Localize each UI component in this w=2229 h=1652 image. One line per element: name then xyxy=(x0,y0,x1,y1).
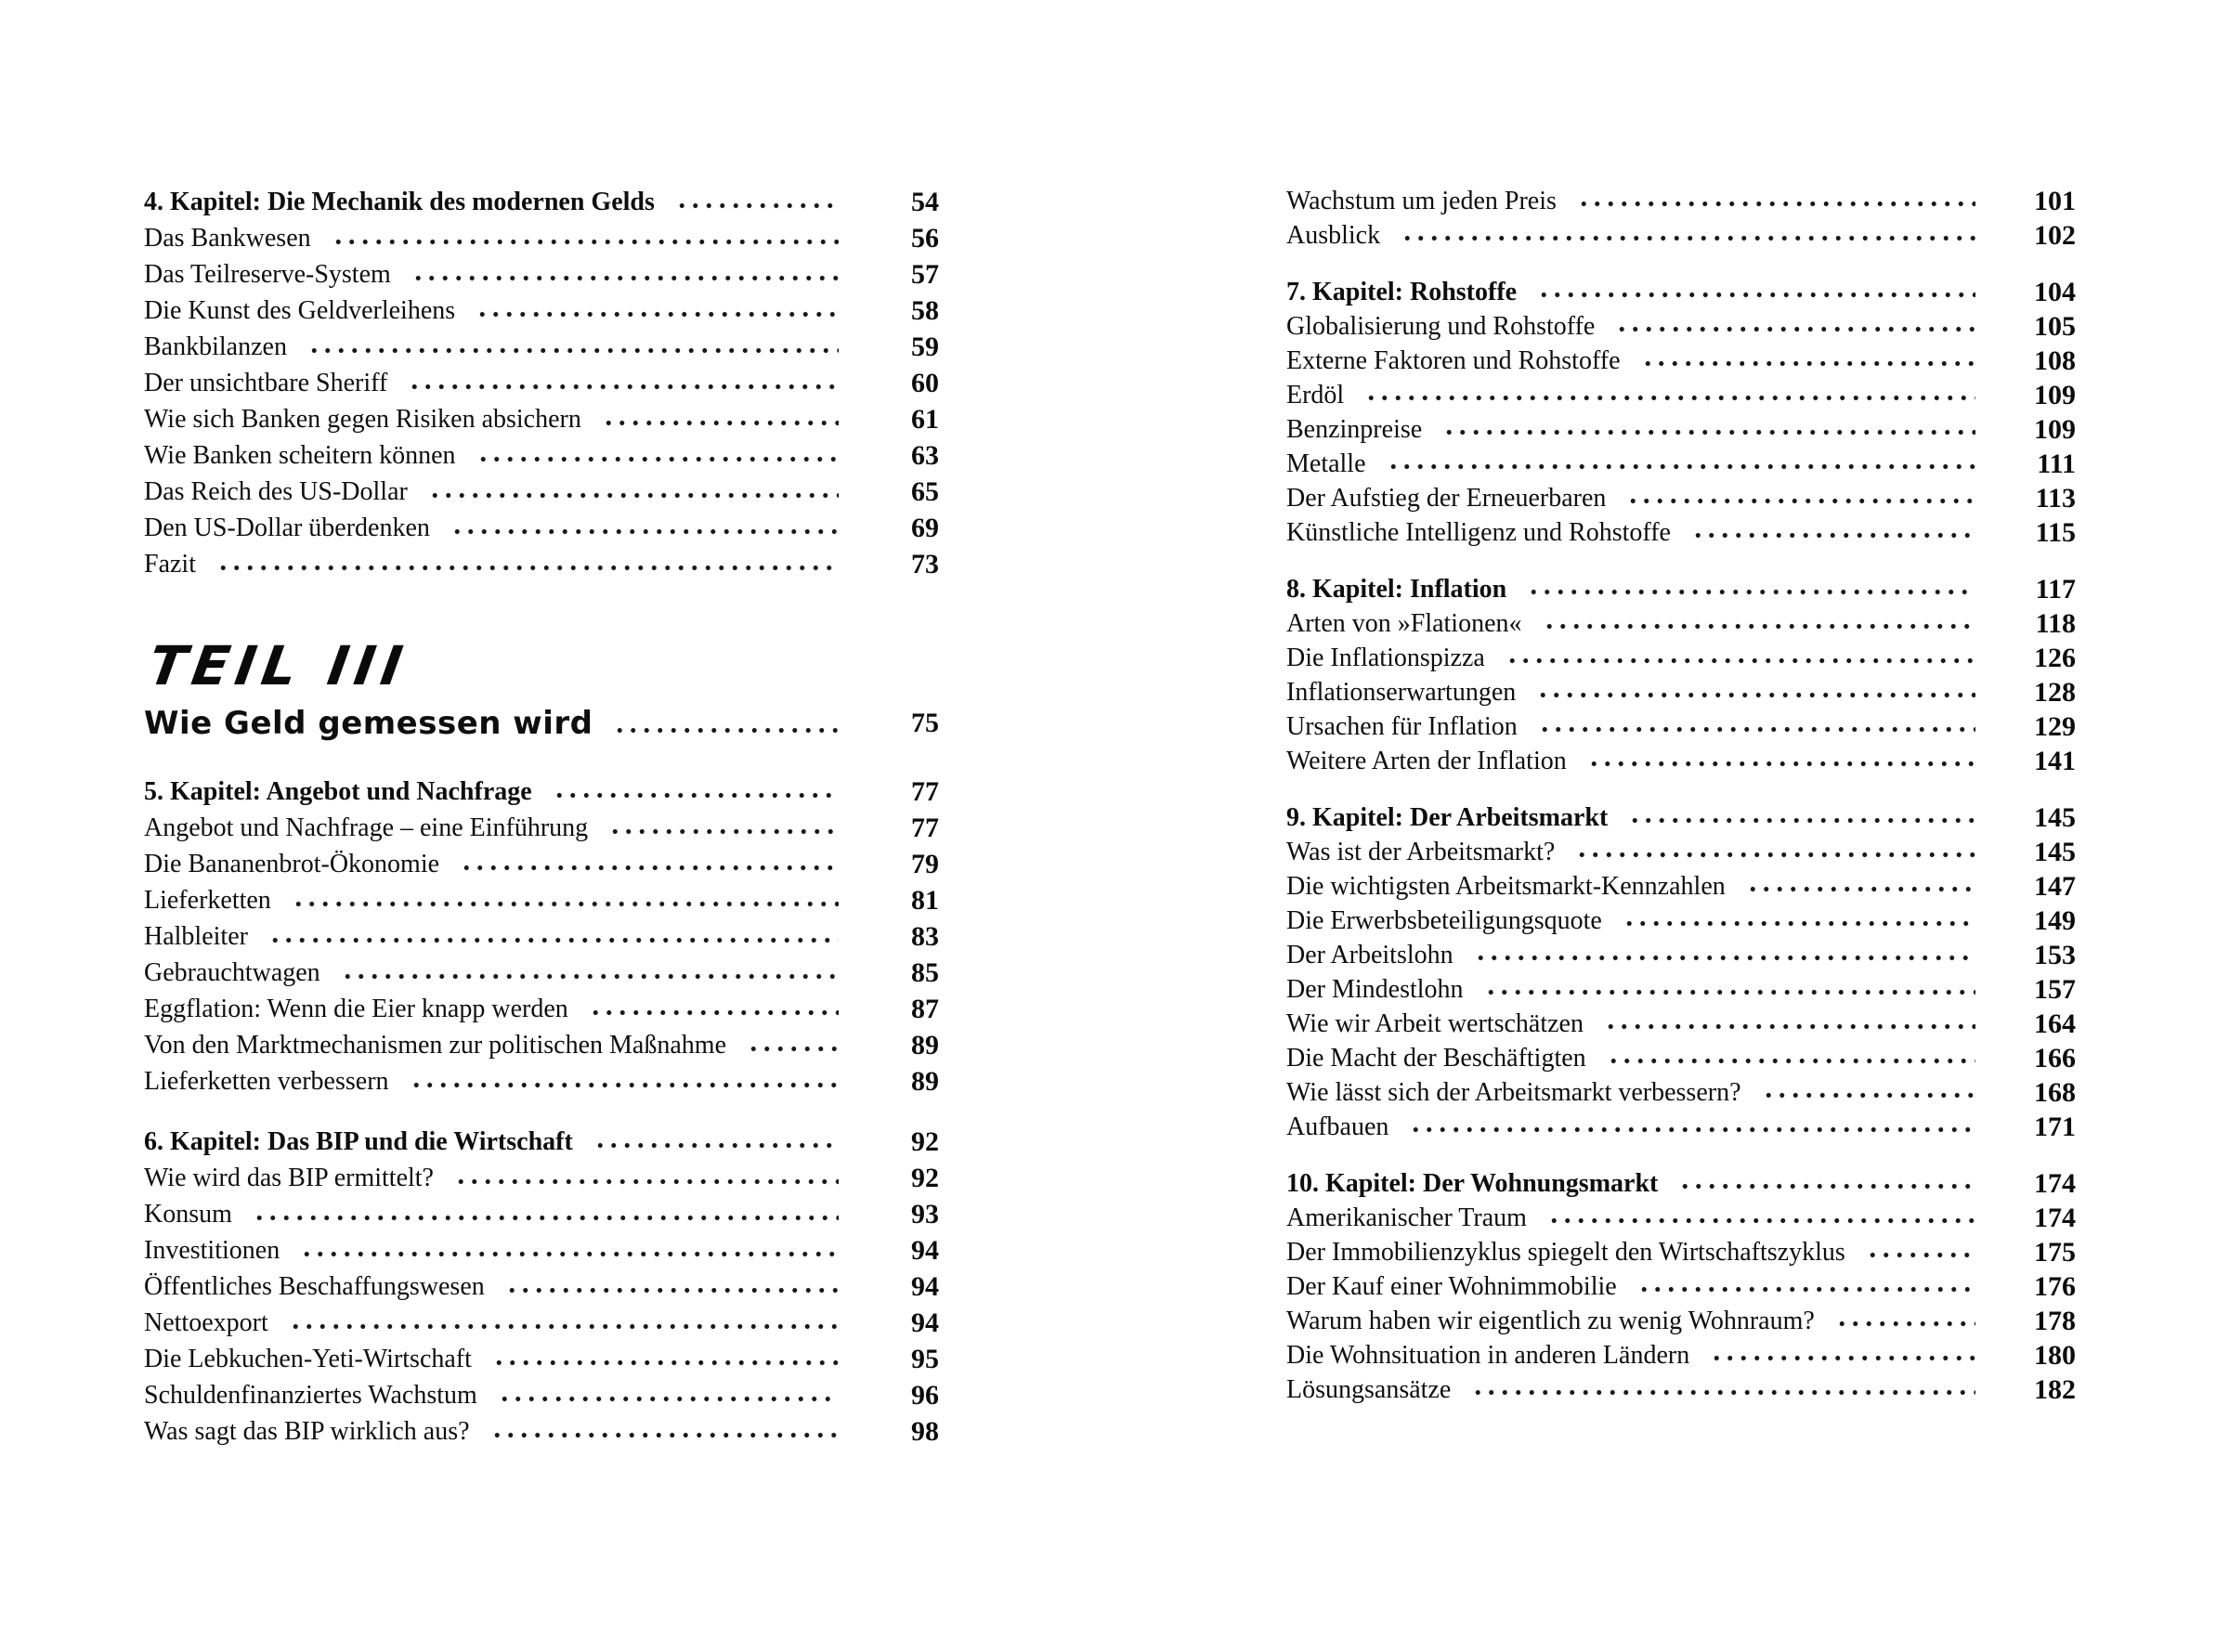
toc-entry-label: Die Lebkuchen-Yeti-Wirtschaft xyxy=(144,1345,472,1373)
dot-leader xyxy=(602,401,839,437)
toc-entry-row xyxy=(1286,1041,2076,1075)
page-number: 128 xyxy=(2034,677,2076,708)
dot-leader xyxy=(476,437,839,474)
dot-leader xyxy=(1547,1201,1975,1235)
toc-entry-label: Angebot und Nachfrage – eine Einführung xyxy=(144,813,589,842)
page-number: 104 xyxy=(2034,277,2076,307)
dot-leader xyxy=(1628,800,1975,835)
toc-entry-row xyxy=(1286,1338,2076,1372)
page-number: 92 xyxy=(911,1126,939,1157)
toc-chapter-row xyxy=(1286,275,2076,309)
toc-entry-label: Erdöl xyxy=(1286,381,1345,410)
dot-leader xyxy=(1575,835,1975,869)
dot-leader xyxy=(1626,481,1975,515)
page-number: 115 xyxy=(2035,517,2076,548)
page-number: 180 xyxy=(2034,1340,2076,1371)
page-number: 147 xyxy=(2034,871,2076,902)
dot-leader xyxy=(1866,1235,1975,1269)
part-heading-script: TEIL III xyxy=(144,634,413,697)
dot-leader xyxy=(307,329,839,365)
toc-entry-label: Die Erwerbsbeteiligungsquote xyxy=(1286,906,1602,935)
dot-leader xyxy=(1623,904,1975,938)
toc-entry-label: 9. Kapitel: Der Arbeitsmarkt xyxy=(1286,803,1609,832)
toc-chapter-row xyxy=(144,1124,939,1160)
toc-entry-row xyxy=(1286,1075,2076,1110)
toc-entry-label: Halbleiter xyxy=(144,922,248,951)
page-number: 174 xyxy=(2034,1203,2076,1233)
toc-entry-row xyxy=(144,918,939,955)
page-number: 171 xyxy=(2034,1112,2076,1142)
dot-leader xyxy=(1615,309,1975,344)
toc-entry-label: 5. Kapitel: Angebot und Nachfrage xyxy=(144,777,532,806)
part-title-row xyxy=(144,701,939,749)
toc-entry-row xyxy=(144,220,939,256)
toc-entry-label: Gebrauchtwagen xyxy=(144,958,320,987)
toc-entry-row xyxy=(144,1232,939,1268)
page-number: 69 xyxy=(911,513,939,543)
toc-entry-row xyxy=(144,1305,939,1341)
toc-entry-row xyxy=(1286,938,2076,972)
toc-entry-row xyxy=(144,846,939,882)
page-number: 94 xyxy=(911,1235,939,1266)
dot-leader xyxy=(1637,1269,1975,1304)
toc-entry-row xyxy=(144,991,939,1027)
toc-entry-label: Der Mindestlohn xyxy=(1286,975,1464,1004)
dot-leader xyxy=(428,474,839,510)
toc-entry-row xyxy=(1286,344,2076,378)
dot-leader xyxy=(460,846,839,882)
page-number: 117 xyxy=(2035,574,2076,605)
toc-entry-label: Das Bankwesen xyxy=(144,224,311,253)
toc-entry-row xyxy=(1286,1269,2076,1304)
page-number: 178 xyxy=(2034,1306,2076,1336)
dot-leader xyxy=(1641,344,1975,378)
dot-leader xyxy=(476,293,839,329)
dot-leader xyxy=(593,1124,839,1160)
toc-entry-label: Was sagt das BIP wirklich aus? xyxy=(144,1417,470,1446)
toc-entry-row xyxy=(1286,1304,2076,1338)
toc-entry-label: Bankbilanzen xyxy=(144,332,287,361)
dot-leader xyxy=(747,1027,839,1063)
toc-entry-label: Die Wohnsituation in anderen Ländern xyxy=(1286,1341,1690,1370)
dot-leader xyxy=(1364,378,1975,412)
dot-leader xyxy=(1604,1007,1975,1041)
toc-entry-row xyxy=(144,1063,939,1099)
toc-entry-row xyxy=(144,1196,939,1232)
dot-leader xyxy=(1691,515,1975,550)
dot-leader xyxy=(1537,275,1975,309)
toc-entry-row xyxy=(144,1268,939,1305)
toc-entry-label: Arten von »Flationen« xyxy=(1286,609,1522,638)
toc-chapter-row xyxy=(144,184,939,220)
toc-entry-label: Den US-Dollar überdenken xyxy=(144,514,430,542)
dot-leader xyxy=(608,810,839,846)
dot-leader xyxy=(589,991,839,1027)
page-number: 59 xyxy=(911,332,939,362)
toc-entry-label: Eggflation: Wenn die Eier knapp werden xyxy=(144,995,568,1023)
toc-entry-row xyxy=(144,256,939,293)
toc-entry-row xyxy=(1286,447,2076,481)
toc-chapter-row xyxy=(1286,800,2076,835)
toc-entry-row xyxy=(1286,412,2076,447)
toc-entry-label: Das Reich des US-Dollar xyxy=(144,477,408,506)
toc-entry-row xyxy=(1286,904,2076,938)
toc-entry-row xyxy=(1286,1372,2076,1407)
dot-leader xyxy=(341,955,839,991)
page-number: 61 xyxy=(911,404,939,435)
toc-entry-label: Metalle xyxy=(1286,449,1366,478)
toc-entry-row xyxy=(144,510,939,546)
toc-entry-label: 10. Kapitel: Der Wohnungsmarkt xyxy=(1286,1169,1659,1198)
toc-entry-label: Öffentliches Beschaffungswesen xyxy=(144,1272,485,1301)
page-number: 77 xyxy=(911,776,939,807)
toc-entry-label: Der Aufstieg der Erneuerbaren xyxy=(1286,484,1607,513)
page-number: 113 xyxy=(2035,483,2076,514)
page-number: 94 xyxy=(911,1271,939,1302)
toc-entry-row xyxy=(144,365,939,401)
toc-entry-label: Schuldenfinanziertes Wachstum xyxy=(144,1381,477,1410)
dot-leader xyxy=(408,365,839,401)
toc-entry-label: Globalisierung und Rohstoffe xyxy=(1286,312,1596,341)
toc-entry-label: Wie lässt sich der Arbeitsmarkt verbessern? xyxy=(1286,1078,1741,1107)
toc-entry-row xyxy=(144,1377,939,1413)
page-number: 101 xyxy=(2034,186,2076,216)
toc-entry-row xyxy=(144,1027,939,1063)
toc-entry-row xyxy=(144,1160,939,1196)
toc-entry-label: Was ist der Arbeitsmarkt? xyxy=(1286,838,1556,866)
toc-entry-label: Investitionen xyxy=(144,1236,280,1265)
page-number: 60 xyxy=(911,368,939,398)
page-number: 129 xyxy=(2034,711,2076,742)
page-number: 174 xyxy=(2034,1168,2076,1199)
toc-entry-label: Wie wird das BIP ermittelt? xyxy=(144,1164,434,1192)
page-number: 63 xyxy=(911,440,939,471)
toc-entry-label: Die Macht der Beschäftigten xyxy=(1286,1044,1586,1073)
page-number: 98 xyxy=(911,1416,939,1447)
page-number: 87 xyxy=(911,994,939,1024)
toc-entry-label: Inflationserwartungen xyxy=(1286,678,1517,707)
toc-entry-label: Künstliche Intelligenz und Rohstoffe xyxy=(1286,518,1671,547)
toc-chapter-row xyxy=(144,774,939,810)
toc-entry-label: Warum haben wir eigentlich zu wenig Wohnraum? xyxy=(1286,1307,1815,1335)
part-divider xyxy=(144,632,939,749)
toc-entry-label: Benzinpreise xyxy=(1286,415,1423,444)
dot-leader xyxy=(450,510,839,546)
toc-entry-label: Ursachen für Inflation xyxy=(1286,712,1518,741)
toc-entry-row xyxy=(1286,1201,2076,1235)
dot-leader xyxy=(1746,869,1975,904)
dot-leader xyxy=(1484,972,1975,1007)
page-number: 56 xyxy=(911,223,939,254)
toc-entry-label: Lieferketten verbessern xyxy=(144,1067,389,1096)
dot-leader xyxy=(410,1063,839,1099)
toc-entry-label: Die Inflationspizza xyxy=(1286,644,1485,672)
toc-entry-row xyxy=(1286,709,2076,744)
toc-entry-label: Externe Faktoren und Rohstoffe xyxy=(1286,346,1621,375)
page-number: 166 xyxy=(2034,1043,2076,1073)
dot-leader xyxy=(454,1160,839,1196)
page-number: 92 xyxy=(911,1163,939,1193)
dot-leader xyxy=(553,774,839,810)
toc-entry-label: 4. Kapitel: Die Mechanik des modernen Gelds xyxy=(144,188,655,216)
dot-leader xyxy=(1678,1166,1975,1201)
page-number: 157 xyxy=(2034,974,2076,1005)
toc-entry-row xyxy=(1286,744,2076,778)
toc-entry-row xyxy=(144,329,939,365)
toc-entry-row xyxy=(1286,184,2076,218)
dot-leader xyxy=(332,220,839,256)
dot-leader xyxy=(498,1377,839,1413)
page-number: 54 xyxy=(911,187,939,217)
toc-entry-label: Wie Banken scheitern können xyxy=(144,441,456,470)
toc-entry-row xyxy=(144,474,939,510)
toc-entry-label: Wie sich Banken gegen Risiken absichern xyxy=(144,405,581,434)
toc-entry-row xyxy=(144,401,939,437)
page-number: 73 xyxy=(911,549,939,579)
toc-chapter-row xyxy=(1286,572,2076,606)
toc-column-right xyxy=(1286,184,2076,1407)
toc-entry-label: Weitere Arten der Inflation xyxy=(1286,747,1567,775)
page-number: 89 xyxy=(911,1066,939,1097)
toc-entry-label: Der Kauf einer Wohnimmobilie xyxy=(1286,1272,1617,1301)
page-number: 108 xyxy=(2034,345,2076,376)
toc-entry-label: Konsum xyxy=(144,1200,232,1229)
dot-leader xyxy=(1607,1041,1975,1075)
page-number: 102 xyxy=(2034,220,2076,251)
toc-entry-row xyxy=(144,546,939,582)
toc-column-left xyxy=(144,184,939,1450)
page-number: 109 xyxy=(2034,380,2076,410)
page-number: 145 xyxy=(2034,802,2076,833)
toc-entry-row xyxy=(144,1341,939,1377)
page-number: 141 xyxy=(2034,746,2076,776)
toc-entry-row xyxy=(1286,835,2076,869)
dot-leader xyxy=(490,1413,839,1450)
toc-entry-label: 7. Kapitel: Rohstoffe xyxy=(1286,278,1518,306)
toc-entry-label: Von den Marktmechanismen zur politischen Maßnahme xyxy=(144,1031,726,1060)
toc-entry-row xyxy=(1286,481,2076,515)
dot-leader xyxy=(1527,572,1975,606)
page-number: 57 xyxy=(911,259,939,290)
toc-entry-label: Der Immobilienzyklus spiegelt den Wirtschaftszyklus xyxy=(1286,1238,1845,1267)
toc-entry-label: Die Bananenbrot-Ökonomie xyxy=(144,850,440,878)
page-number: 65 xyxy=(911,476,939,507)
dot-leader xyxy=(1409,1110,1975,1144)
page-number: 79 xyxy=(911,849,939,879)
page-number: 164 xyxy=(2034,1008,2076,1039)
dot-leader xyxy=(1762,1075,1976,1110)
page-number: 105 xyxy=(2034,311,2076,342)
dot-leader xyxy=(1835,1304,1975,1338)
page-number: 111 xyxy=(2037,449,2076,479)
toc-entry-label: Aufbauen xyxy=(1286,1112,1389,1141)
toc-entry-label: 6. Kapitel: Das BIP und die Wirtschaft xyxy=(144,1127,573,1156)
toc-entry-row xyxy=(1286,218,2076,253)
dot-leader xyxy=(613,701,839,749)
toc-chapter-row xyxy=(1286,1166,2076,1201)
part-title-label: Wie Geld gemessen wird xyxy=(144,705,593,742)
toc-entry-label: Der Arbeitslohn xyxy=(1286,941,1453,969)
toc-entry-label: Wie wir Arbeit wertschätzen xyxy=(1286,1009,1584,1038)
toc-entry-row xyxy=(1286,1235,2076,1269)
toc-entry-row xyxy=(1286,1007,2076,1041)
dot-leader xyxy=(1543,606,1975,641)
page-number: 126 xyxy=(2034,643,2076,673)
page-number: 149 xyxy=(2034,905,2076,936)
dot-leader xyxy=(1474,938,1975,972)
dot-leader xyxy=(1387,447,1975,481)
toc-entry-label: Der unsichtbare Sheriff xyxy=(144,369,388,397)
toc-entry-row xyxy=(1286,675,2076,709)
toc-entry-row xyxy=(1286,378,2076,412)
toc-entry-label: Amerikanischer Traum xyxy=(1286,1203,1527,1232)
dot-leader xyxy=(1471,1372,1975,1407)
toc-entry-label: Wachstum um jeden Preis xyxy=(1286,187,1557,215)
dot-leader xyxy=(268,918,839,955)
dot-leader xyxy=(1710,1338,1975,1372)
toc-entry-label: 8. Kapitel: Inflation xyxy=(1286,575,1507,604)
page-number: 176 xyxy=(2034,1271,2076,1302)
dot-leader xyxy=(505,1268,839,1305)
toc-entry-label: Lieferketten xyxy=(144,886,271,915)
dot-leader xyxy=(1442,412,1975,447)
page-number: 94 xyxy=(911,1307,939,1338)
page-number: 85 xyxy=(911,957,939,988)
page-number: 145 xyxy=(2034,837,2076,867)
page-number: 58 xyxy=(911,295,939,326)
dot-leader xyxy=(216,546,839,582)
toc-entry-row xyxy=(1286,606,2076,641)
toc-entry-label: Das Teilreserve-System xyxy=(144,260,391,289)
toc-entry-label: Die wichtigsten Arbeitsmarkt-Kennzahlen xyxy=(1286,872,1726,901)
toc-entry-row xyxy=(144,293,939,329)
page-number: 118 xyxy=(2035,608,2076,639)
page-number: 168 xyxy=(2034,1077,2076,1108)
toc-entry-row xyxy=(144,955,939,991)
toc-entry-row xyxy=(144,1413,939,1450)
toc-entry-label: Lösungsansätze xyxy=(1286,1375,1452,1404)
dot-leader xyxy=(1538,709,1975,744)
dot-leader xyxy=(300,1232,839,1268)
toc-entry-row xyxy=(144,437,939,474)
dot-leader xyxy=(1536,675,1975,709)
page-number: 81 xyxy=(911,885,939,916)
page-number: 77 xyxy=(911,813,939,843)
page-number: 83 xyxy=(911,921,939,952)
page-number: 89 xyxy=(911,1030,939,1060)
dot-leader xyxy=(1587,744,1975,778)
toc-entry-label: Die Kunst des Geldverleihens xyxy=(144,296,456,325)
dot-leader xyxy=(292,882,839,918)
page-number: 93 xyxy=(911,1199,939,1229)
toc-entry-row xyxy=(1286,972,2076,1007)
dot-leader xyxy=(411,256,839,293)
toc-entry-row xyxy=(1286,309,2076,344)
toc-entry-row xyxy=(1286,1110,2076,1144)
dot-leader xyxy=(289,1305,839,1341)
toc-entry-row xyxy=(144,882,939,918)
page-number: 153 xyxy=(2034,940,2076,970)
page-number: 175 xyxy=(2034,1237,2076,1268)
page-number: 95 xyxy=(911,1344,939,1374)
dot-leader xyxy=(1401,218,1975,253)
dot-leader xyxy=(1506,641,1975,675)
page-number: 75 xyxy=(911,708,939,738)
dot-leader xyxy=(675,184,839,220)
toc-entry-row xyxy=(1286,869,2076,904)
page-number: 96 xyxy=(911,1380,939,1411)
toc-entry-row xyxy=(144,810,939,846)
page-number: 182 xyxy=(2034,1374,2076,1405)
toc-entry-label: Fazit xyxy=(144,550,196,579)
toc-entry-label: Ausblick xyxy=(1286,221,1381,250)
toc-entry-label: Nettoexport xyxy=(144,1308,268,1337)
toc-entry-row xyxy=(1286,641,2076,675)
toc-entry-row xyxy=(1286,515,2076,550)
page-number: 109 xyxy=(2034,414,2076,445)
dot-leader xyxy=(253,1196,839,1232)
dot-leader xyxy=(1577,184,1975,218)
dot-leader xyxy=(492,1341,839,1377)
